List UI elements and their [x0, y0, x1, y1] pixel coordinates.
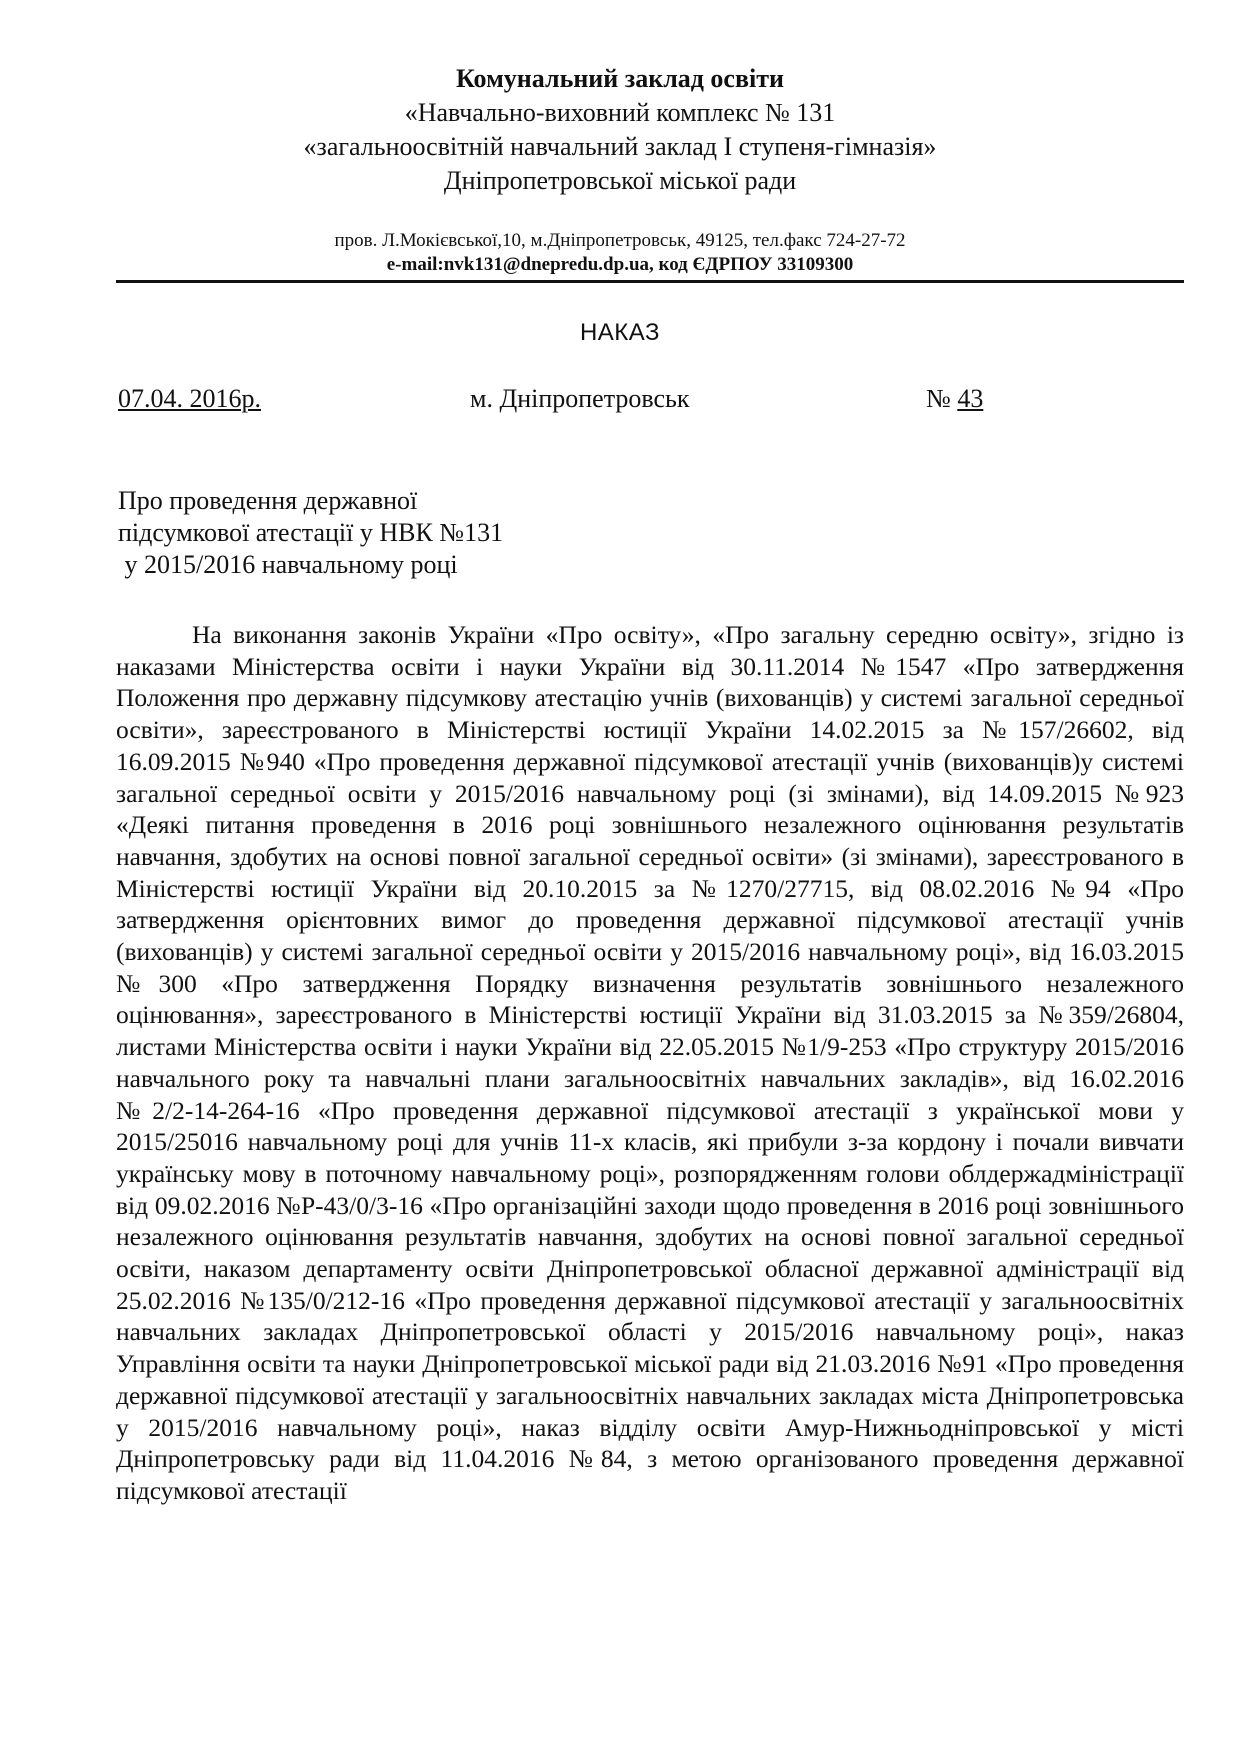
org-address: пров. Л.Мокієвської,10, м.Дніпропетровськ, 49125, тел.факс 724-27-72 — [334, 230, 906, 251]
org-name-line-4: Дніпропетровської міської ради — [443, 166, 797, 195]
org-name-line-3: «загальноосвітній навчальний заклад І ступеня-гімназія» — [303, 132, 937, 161]
order-city: м. Дніпропетровськ — [470, 384, 690, 413]
order-subject — [118, 485, 503, 581]
document-title: НАКАЗ — [579, 319, 661, 346]
order-date: 07.04. 2016р. — [118, 384, 261, 413]
order-number-prefix: № — [926, 384, 951, 413]
subject-line-2: підсумкової атестації у НВК №131 — [118, 518, 504, 547]
order-number: 43 — [957, 384, 984, 413]
subject-line-3: у 2015/2016 навчальному році — [118, 550, 458, 579]
subject-line-1: Про проведення державної — [118, 486, 418, 515]
org-name-line-2: «Навчально-виховний комплекс № 131 — [404, 98, 836, 127]
order-number-block — [926, 383, 983, 415]
org-contacts: e-mail:nvk131@dnepredu.dp.ua, код ЄДРПОУ 33109300 — [386, 254, 854, 275]
header-divider — [116, 280, 1184, 283]
order-body-paragraph: На виконання законів України «Про освіту», «Про загальну середню освіту», згідно із наказами Міністерства освіти і науки України від 30.11.2014 №1547 «Про затвердження Положення про державну підсумкову атестацію учнів (вихованців) у системі загальної середньої освіти», зареєстрованого в Міністерстві юстиції України 14.02.2015 за №157/26602, від 16.09.2015 №940 «Про проведення державної підсумкової атестації учнів (вихованців)у системі загальної середньої освіти у 2015/2016 навчальному році (зі змінами), від 14.09.2015 №923 «Деякі питання проведення в 2016 році зовнішнього незалежного оцінювання результатів навчання, здобутих на основі повної загальної середньої освіти» (зі змінами), зареєстрованого в Міністерстві юстиції України від 20.10.2015 за №1270/27715, від 08.02.2016 №94 «Про затвердження орієнтовних вимог до проведення державної підсумкової атестації учнів (вихованців) у системі загальної середньої освіти у 2015/2016 навчальному році», від 16.03.2015 №300 «Про затвердження Порядку визначення результатів зовнішнього незалежного оцінювання», зареєстрованого в Міністерстві юстиції України від 31.03.2015 за №359/26804, листами Міністерства освіти і науки України від 22.05.2015 №1/9-253 «Про структуру 2015/2016 навчального року та навчальні плани загальноосвітніх навчальних закладів», від 16.02.2016 №2/2-14-264-16 «Про проведення державної підсумкової атестації з української мови у 2015/25016 навчальному році для учнів 11-х класів, які прибули з-за кордону і почали вивчати українську мову в поточному навчальному році», розпорядженням голови облдержадміністрації від 09.02.2016 №Р-43/0/3-16 «Про організаційні заходи щодо проведення в 2016 році зовнішнього незалежного оцінювання результатів навчання, здобутих на основі повної загальної середньої освіти, наказом департаменту освіти Дніпропетровської обласної державної адміністрації від 25.02.2016 №135/0/212-16 «Про проведення державної підсумкової атестації у загальноосвітніх навчальних закладах Дніпропетровської області у 2015/2016 навчальному році», наказ Управління освіти та науки Дніпропетровської міської ради від 21.03.2016 №91 «Про проведення державної підсумкової атестації у загальноосвітніх навчальних закладах міста Дніпропетровська у 2015/2016 навчальному році», наказ відділу освіти Амур-Нижньодніпровської у місті Дніпропетровську ради від 11.04.2016 №84, з метою організованого проведення державної підсумкової атестації — [116, 620, 1184, 1505]
org-name-line-1: Комунальний заклад освіти — [456, 64, 784, 93]
